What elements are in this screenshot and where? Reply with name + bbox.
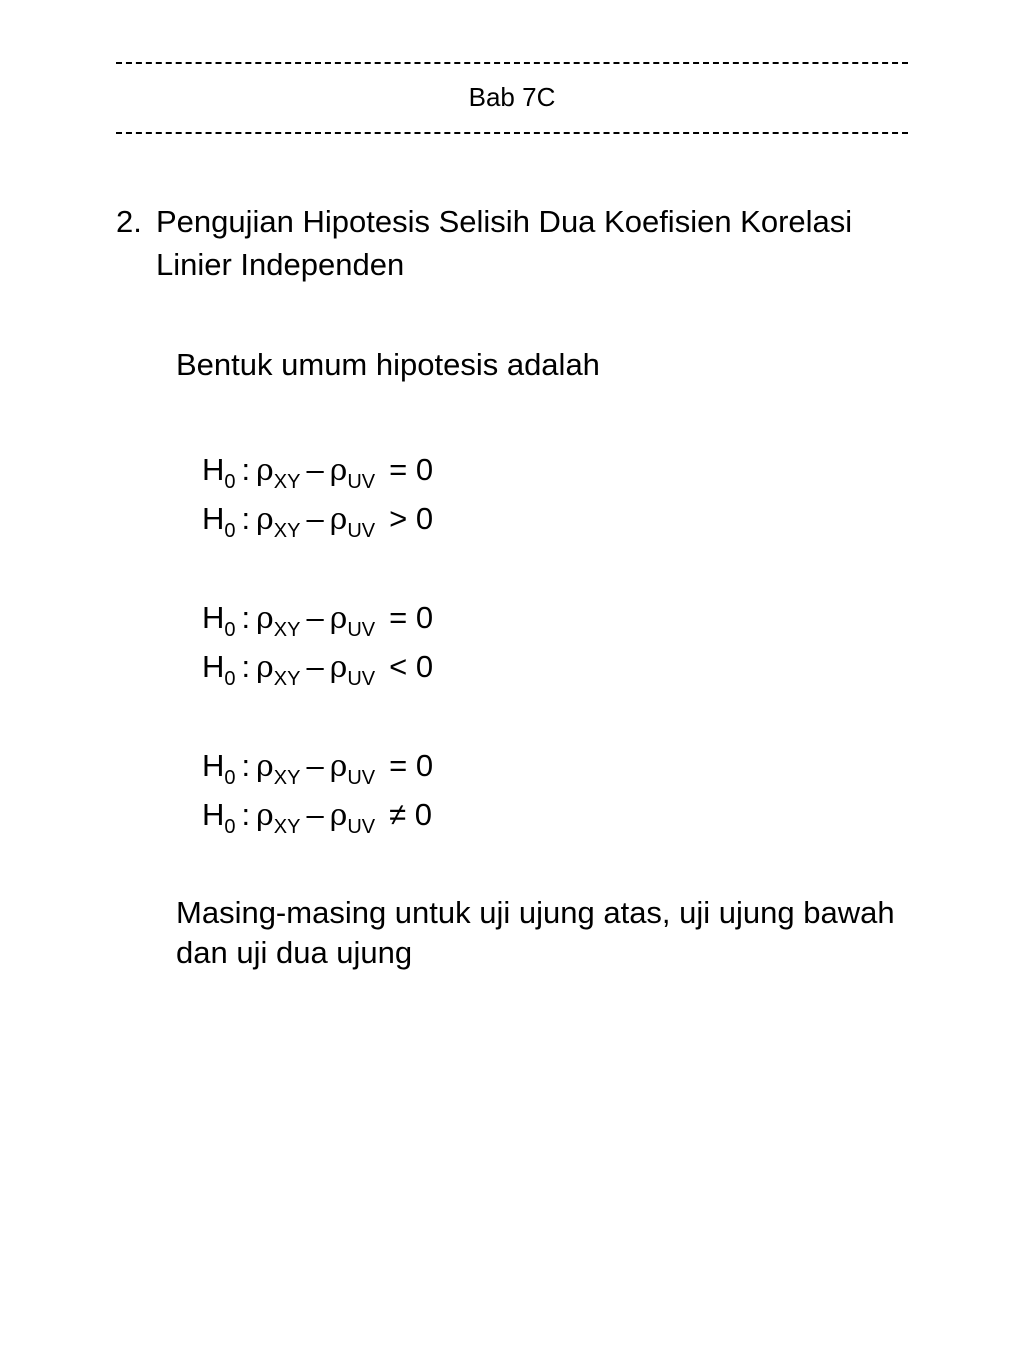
rho-symbol: ρ bbox=[329, 749, 348, 784]
hypothesis-line bbox=[202, 793, 432, 837]
rho-subscript-xy: XY bbox=[273, 471, 301, 493]
minus-symbol: – bbox=[306, 600, 324, 635]
rho-symbol: ρ bbox=[329, 601, 348, 636]
colon-symbol: : bbox=[241, 748, 251, 783]
hypothesis-subscript: 0 bbox=[224, 619, 236, 641]
hypothesis-subscript: 0 bbox=[224, 816, 236, 838]
rho-symbol: ρ bbox=[329, 798, 348, 833]
chapter-label: Bab 7C bbox=[468, 82, 556, 112]
hypothesis-subscript: 0 bbox=[224, 520, 236, 542]
colon-symbol: : bbox=[241, 452, 251, 487]
colon-symbol: : bbox=[241, 649, 251, 684]
hypothesis-relation: < 0 bbox=[389, 649, 434, 684]
rho-symbol: ρ bbox=[329, 502, 348, 537]
rho-subscript-xy: XY bbox=[273, 816, 301, 838]
colon-symbol: : bbox=[241, 797, 251, 832]
hypothesis-relation: = 0 bbox=[389, 748, 434, 783]
colon-symbol: : bbox=[241, 501, 251, 536]
section-heading bbox=[116, 200, 936, 286]
rho-symbol: ρ bbox=[256, 453, 274, 488]
rho-subscript-xy: XY bbox=[273, 619, 301, 641]
rho-subscript-uv: UV bbox=[347, 816, 376, 838]
bottom-dashed-rule bbox=[116, 132, 908, 134]
minus-symbol: – bbox=[306, 452, 324, 487]
conclusion-text: Masing-masing untuk uji ujung atas, uji ujung bawah dan uji dua ujung bbox=[176, 895, 895, 970]
hypothesis-relation: > 0 bbox=[389, 501, 434, 536]
rho-symbol: ρ bbox=[256, 601, 274, 636]
rho-subscript-uv: UV bbox=[347, 668, 376, 690]
hypothesis-relation: ≠ 0 bbox=[389, 797, 433, 832]
rho-subscript-uv: UV bbox=[347, 471, 376, 493]
hypothesis-symbol: H bbox=[202, 797, 225, 832]
minus-symbol: – bbox=[306, 797, 324, 832]
top-dashed-rule bbox=[116, 62, 908, 64]
hypothesis-subscript: 0 bbox=[224, 471, 236, 493]
colon-symbol: : bbox=[241, 600, 251, 635]
section-title: Pengujian Hipotesis Selisih Dua Koefisien Korelasi Linier Independen bbox=[156, 204, 853, 282]
minus-symbol: – bbox=[306, 501, 324, 536]
hypothesis-symbol: H bbox=[202, 501, 225, 536]
section-number: 2. bbox=[116, 204, 142, 239]
rho-symbol: ρ bbox=[256, 502, 274, 537]
hypothesis-symbol: H bbox=[202, 452, 225, 487]
rho-subscript-xy: XY bbox=[273, 668, 301, 690]
hypothesis-line bbox=[202, 497, 433, 541]
rho-subscript-xy: XY bbox=[273, 767, 301, 789]
rho-symbol: ρ bbox=[329, 453, 348, 488]
hypothesis-symbol: H bbox=[202, 748, 225, 783]
rho-subscript-xy: XY bbox=[273, 520, 301, 542]
rho-symbol: ρ bbox=[256, 798, 274, 833]
hypothesis-symbol: H bbox=[202, 649, 225, 684]
hypothesis-symbol: H bbox=[202, 600, 225, 635]
hypothesis-line bbox=[202, 645, 433, 689]
hypothesis-relation: = 0 bbox=[389, 452, 434, 487]
rho-subscript-uv: UV bbox=[347, 767, 376, 789]
hypothesis-relation: = 0 bbox=[389, 600, 434, 635]
hypothesis-line bbox=[202, 448, 433, 492]
rho-symbol: ρ bbox=[329, 650, 348, 685]
rho-subscript-uv: UV bbox=[347, 520, 376, 542]
intro-text: Bentuk umum hipotesis adalah bbox=[176, 347, 600, 382]
minus-symbol: – bbox=[306, 748, 324, 783]
hypothesis-line bbox=[202, 596, 433, 640]
rho-symbol: ρ bbox=[256, 749, 274, 784]
rho-subscript-uv: UV bbox=[347, 619, 376, 641]
hypothesis-line bbox=[202, 744, 433, 788]
rho-symbol: ρ bbox=[256, 650, 274, 685]
hypothesis-subscript: 0 bbox=[224, 767, 236, 789]
hypothesis-subscript: 0 bbox=[224, 668, 236, 690]
minus-symbol: – bbox=[306, 649, 324, 684]
